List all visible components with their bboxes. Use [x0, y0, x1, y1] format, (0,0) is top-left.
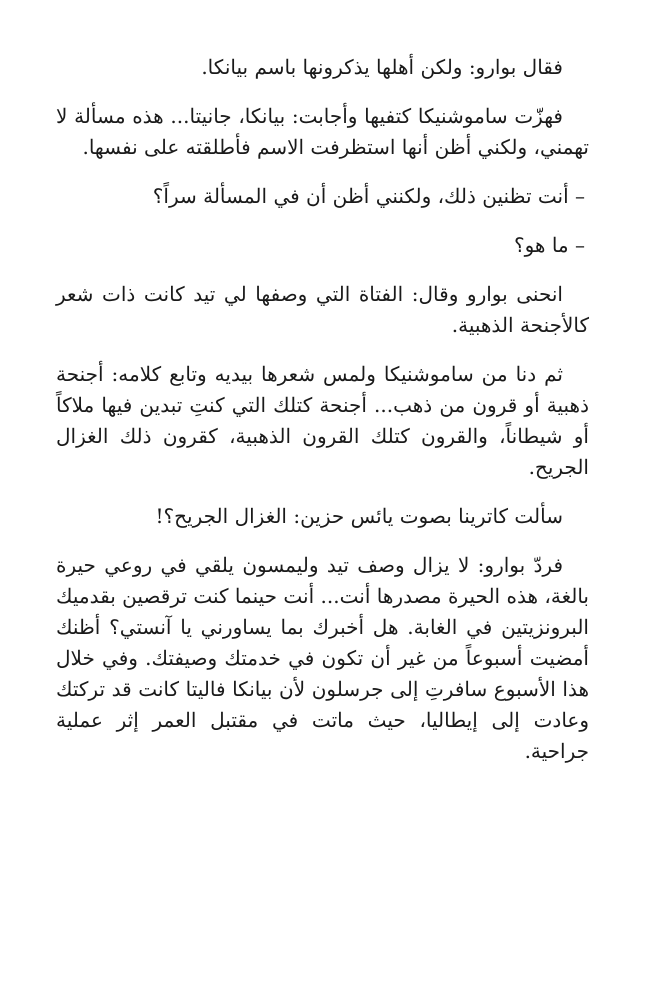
paragraph: سألت كاترينا بصوت يائس حزين: الغزال الجريح؟!	[155, 504, 563, 528]
paragraph: فقال بوارو: ولكن أهلها يذكرونها باسم بيانكا.	[201, 55, 563, 79]
paragraph: ثم دنا من ساموشنيكا ولمس شعرها بيديه وتابع كلامه: أجنحة ذهبية أو قرون من ذهب... أجنحة كتلك التي كنتِ تبدين فيها ملاكاً أو شيطاناً، والقرون كتلك القرون الذهبية، كقرون ذلك الغزال الجريح.	[56, 362, 589, 479]
dialog-line: – ما هو؟	[513, 233, 585, 257]
paragraph: فردّ بوارو: لا يزال وصف تيد وليمسون يلقي في روعي حيرة بالغة، هذه الحيرة مصدرها أنت... أنت حينما كنت ترقصين بقدميك البرونزيتين في الغابة. هل أخبرك بما يساورني يا آنستي؟ أظنك أمضيت أسبوعاً من غير أن تكون في خدمتك وصيفتك. وفي خلال هذا الأسبوع سافرتِ إلى جرسلون لأن بيانكا فاليتا كانت قد تركتك وعادت إلى إيطاليا، حيث ماتت في مقتبل العمر إثر عملية جراحية.	[56, 553, 589, 763]
paragraph: انحنى بوارو وقال: الفتاة التي وصفها لي تيد كانت ذات شعر كالأجنحة الذهبية.	[56, 282, 589, 337]
dialog-line: – أنت تظنين ذلك، ولكنني أظن أن في المسألة سراً؟	[152, 184, 585, 208]
paragraph: فهزّت ساموشنيكا كتفيها وأجابت: بيانكا، جانيتا... هذه مسألة لا تهمني، ولكني أظن أنها استظرفت الاسم فأطلقته على نفسها.	[56, 104, 589, 159]
